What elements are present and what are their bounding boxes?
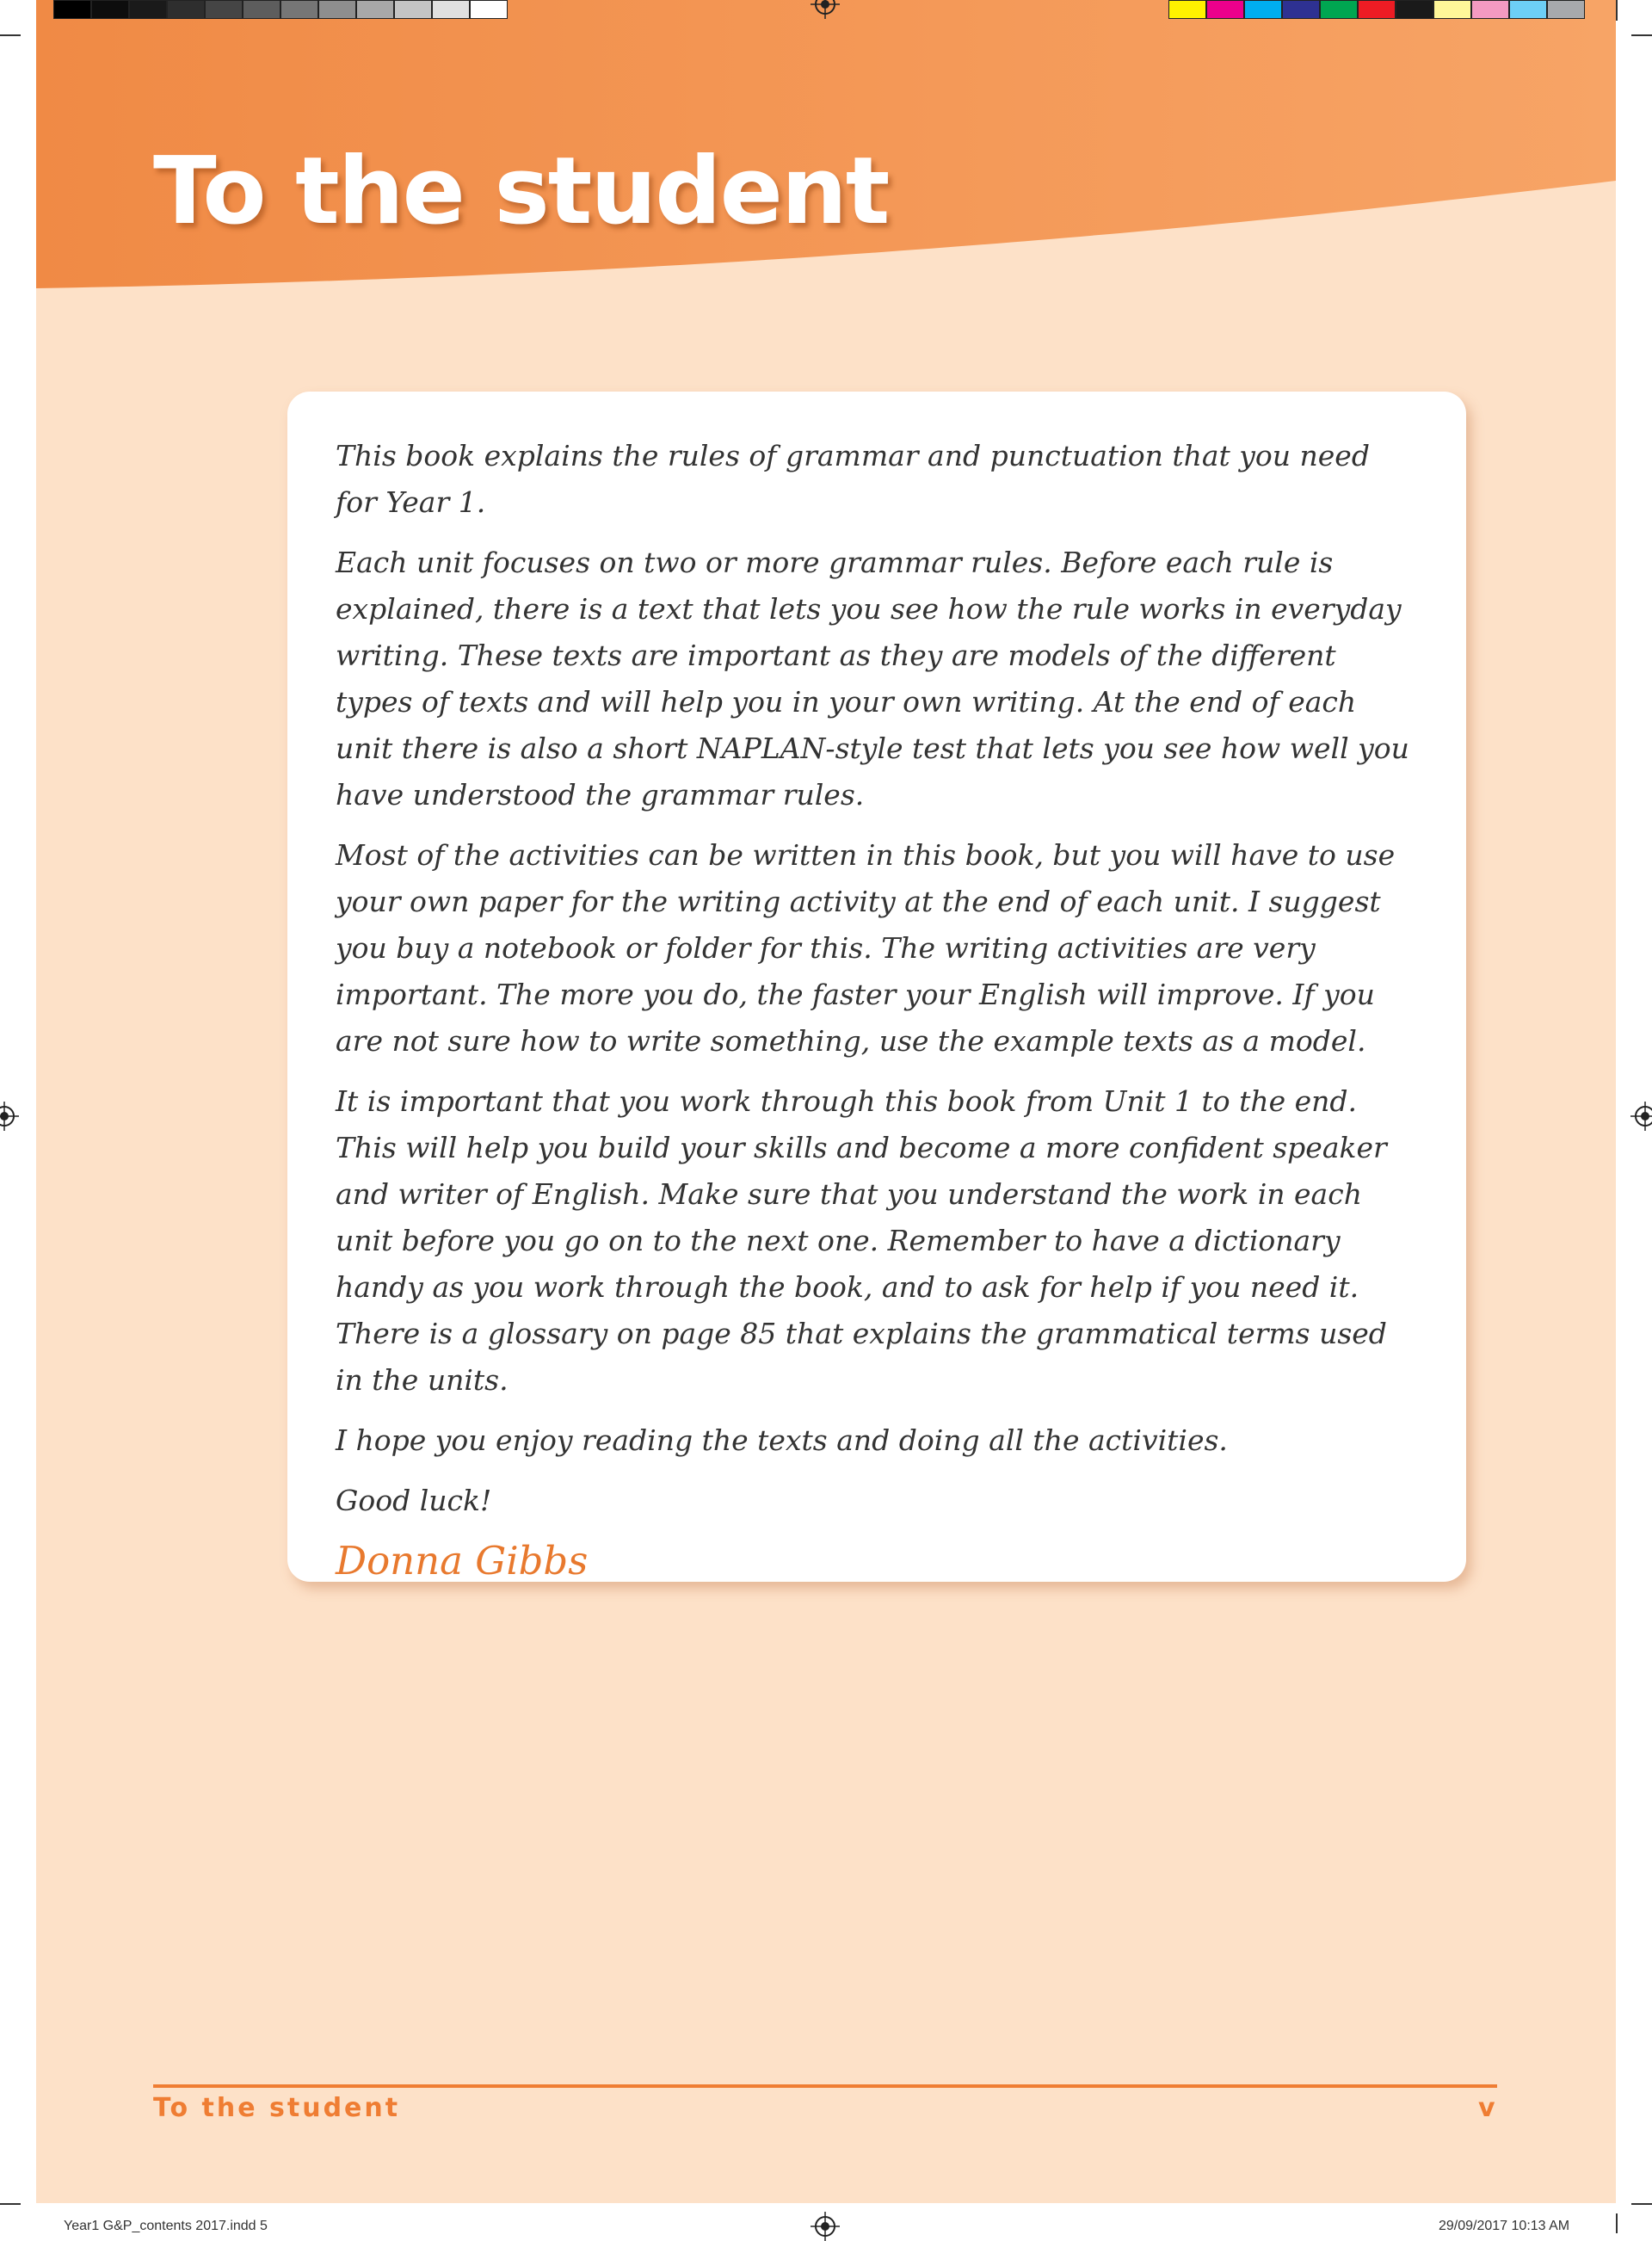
color-swatch <box>1282 0 1320 19</box>
color-swatch <box>470 0 508 19</box>
color-swatch <box>318 0 356 19</box>
crop-mark <box>1631 2203 1652 2205</box>
crop-mark <box>1616 0 1618 21</box>
color-swatch <box>280 0 318 19</box>
color-swatch <box>1509 0 1547 19</box>
letter-paragraph: It is important that you work through this book from Unit 1 to the end. This will help you build your skills and become a more confident speaker and writer of English. Make sure that you understand the work in each unit before you go on to the next one. Remember to have a dictionary handy as you work through the book, and to ask for help if you need it. There is a glossary on page 85 that explains the grammatical terms used in the units. <box>336 1084 1387 1397</box>
color-swatch <box>394 0 432 19</box>
color-swatch <box>1547 0 1585 19</box>
registration-mark-icon <box>811 2212 840 2241</box>
registration-mark-icon <box>811 0 840 19</box>
color-swatch <box>91 0 129 19</box>
footer-divider <box>153 2084 1497 2088</box>
color-swatch <box>205 0 243 19</box>
letter-paragraph: Each unit focuses on two or more grammar rules. Before each rule is explained, there is a text that lets you see how the rule works in everyday writing. These texts are important as they are models of the different types of texts and will help you in your own writing. At the end of each unit there is also a short NAPLAN-style test that lets you see how well you have understood the grammar rules. <box>336 546 1409 812</box>
letter-paragraph: Most of the activities can be written in this book, but you will have to use your own paper for the writing activity at the end of each unit. I suggest you buy a notebook or folder for this. The writing activities are very important. The more you do, the faster your English will improve. If you are not sure how to write something, use the example texts as a model. <box>336 838 1396 1058</box>
color-swatch <box>1471 0 1509 19</box>
color-swatch <box>129 0 167 19</box>
author-signature: Donna Gibbs <box>336 1538 589 1584</box>
color-swatch <box>432 0 470 19</box>
letter-paragraph: This book explains the rules of grammar and punctuation that you need for Year 1. <box>336 439 1370 519</box>
color-swatch <box>1168 0 1206 19</box>
page-number: v <box>1478 2093 1495 2123</box>
crop-mark <box>1631 34 1652 36</box>
color-swatch <box>243 0 280 19</box>
print-slug-timestamp: 29/09/2017 10:13 AM <box>1439 2219 1570 2233</box>
registration-mark-icon <box>0 1102 19 1131</box>
color-swatch <box>53 0 91 19</box>
crop-mark <box>0 34 21 36</box>
color-swatch <box>1244 0 1282 19</box>
print-slug-filename: Year1 G&P_contents 2017.indd 5 <box>64 2219 268 2233</box>
letter-card <box>287 392 1466 1582</box>
letter-paragraph: Good luck! <box>336 1484 492 1517</box>
color-calibration-bar <box>1168 0 1585 21</box>
crop-mark <box>0 2203 21 2205</box>
color-swatch <box>167 0 205 19</box>
page-title: To the student <box>153 138 889 245</box>
crop-mark <box>1616 2213 1618 2233</box>
color-swatch <box>1206 0 1244 19</box>
color-swatch <box>1358 0 1396 19</box>
footer-section-title: To the student <box>153 2093 401 2123</box>
color-swatch <box>1433 0 1471 19</box>
grayscale-calibration-bar <box>53 0 508 21</box>
letter-paragraph: I hope you enjoy reading the texts and doing all the activities. <box>336 1423 1228 1457</box>
registration-mark-icon <box>1630 1102 1652 1131</box>
color-swatch <box>1320 0 1358 19</box>
color-swatch <box>356 0 394 19</box>
color-swatch <box>1396 0 1433 19</box>
